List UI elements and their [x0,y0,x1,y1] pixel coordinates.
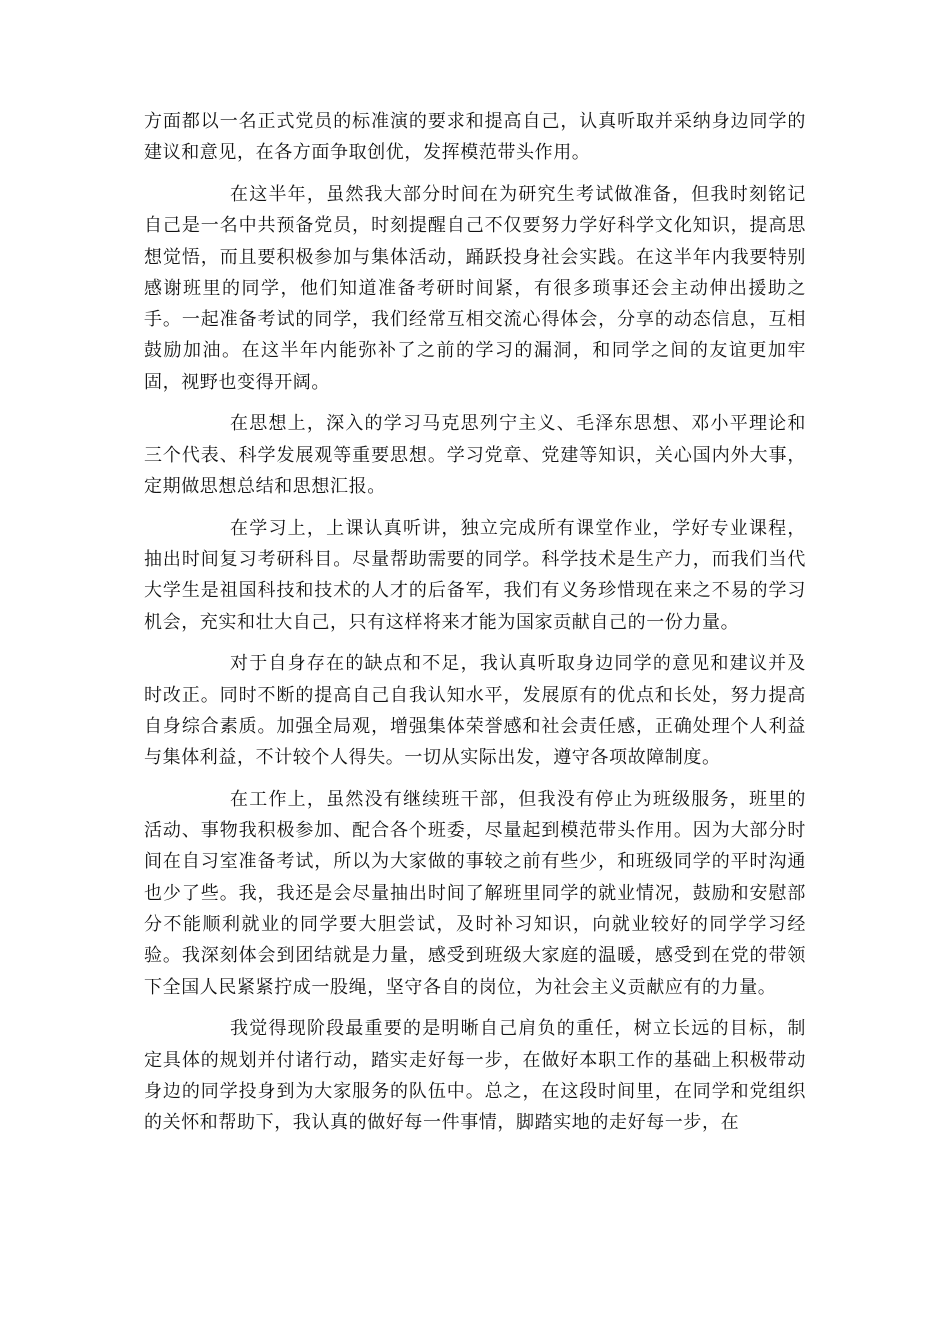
paragraph-6: 在工作上，虽然没有继续班干部，但我没有停止为班级服务，班里的活动、事物我积极参加、配合各个班委，尽量起到模范带头作用。因为大部分时间在自习室准备考试，所以为大家做的事较之前有些少，和班级同学的平时沟通也少了些。我，我还是会尽量抽出时间了解班里同学的就业情况，鼓励和安慰部分不能顺利就业的同学要大胆尝试，及时补习知识，向就业较好的同学学习经验。我深刻体会到团结就是力量，感受到班级大家庭的温暖，感受到在党的带领下全国人民紧紧拧成一股绳，坚守各自的岗位，为社会主义贡献应有的力量。 [144,788,806,998]
paragraph-5: 对于自身存在的缺点和不足，我认真听取身边同学的意见和建议并及时改正。同时不断的提高自己自我认知水平，发展原有的优点和长处，努力提高自身综合素质。加强全局观，增强集体荣誉感和社会责任感，正确处理个人利益与集体利益，不计较个人得失。一切从实际出发，遵守各项故障制度。 [144,653,806,769]
paragraph-7: 我觉得现阶段最重要的是明晰自己肩负的重任，树立长远的目标，制定具体的规划并付诸行动，踏实走好每一步，在做好本职工作的基础上积极带动身边的同学投身到为大家服务的队伍中。总之，在这段时间里，在同学和党组织的关怀和帮助下，我认真的做好每一件事情，脚踏实地的走好每一步，在 [144,1018,806,1134]
paragraph-2: 在这半年，虽然我大部分时间在为研究生考试做准备，但我时刻铭记自己是一名中共预备党员，时刻提醒自己不仅要努力学好科学文化知识，提高思想觉悟，而且要积极参加与集体活动，踊跃投身社会实践。在这半年内我要特别感谢班里的同学，他们知道准备考研时间紧，有很多琐事还会主动伸出援助之手。一起准备考试的同学，我们经常互相交流心得体会，分享的动态信息，互相鼓励加油。在这半年内能弥补了之前的学习的漏洞，和同学之间的友谊更加牢固，视野也变得开阔。 [144,183,806,393]
paragraph-1: 方面都以一名正式党员的标准演的要求和提高自己，认真听取并采纳身边同学的建议和意见，在各方面争取创优，发挥模范带头作用。 [144,111,806,164]
paragraph-4: 在学习上，上课认真听讲，独立完成所有课堂作业，学好专业课程，抽出时间复习考研科目。尽量帮助需要的同学。科学技术是生产力，而我们当代大学生是祖国科技和技术的人才的后备军，我们有义务珍惜现在来之不易的学习机会，充实和壮大自己，只有这样将来才能为国家贡献自己的一份力量。 [144,517,806,633]
document-page [144,106,806,1149]
paragraph-3: 在思想上，深入的学习马克思列宁主义、毛泽东思想、邓小平理论和三个代表、科学发展观等重要思想。学习党章、党建等知识，关心国内外大事，定期做思想总结和思想汇报。 [144,413,806,498]
